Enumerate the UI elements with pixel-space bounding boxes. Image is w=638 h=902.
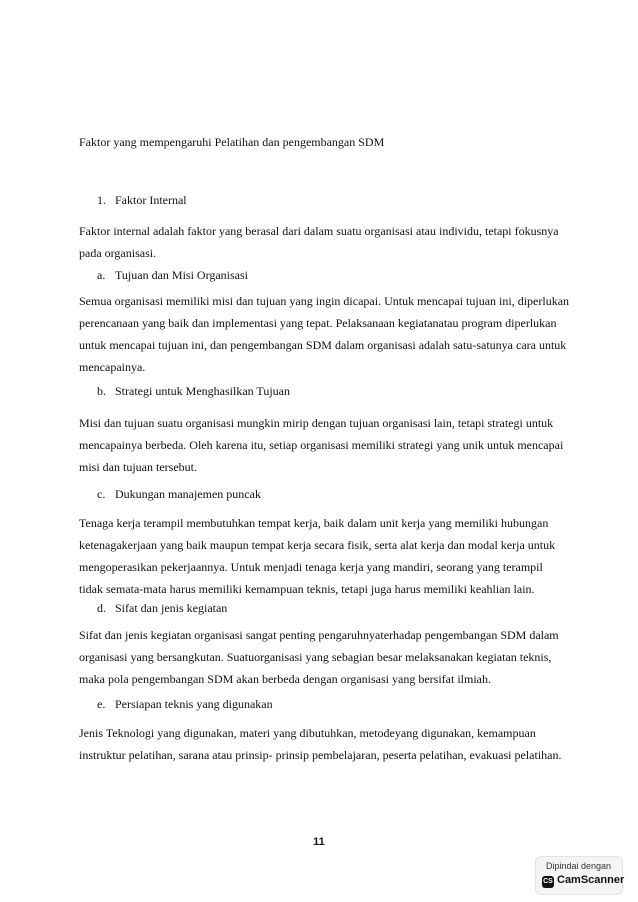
watermark-brand: CamScanner (557, 874, 625, 886)
item-body-c: Tenaga kerja terampil membutuhkan tempat kerja, baik dalam unit kerja yang memiliki hubungan ketenagakerjaan yang baik maupun tempat kerja secara fisik, serta alat kerja dan modal kerja untuk mengoperasikan pekerjaannya. Untuk menjadi tenaga kerja yang mandiri, seorang yang terampil tidak semata-mata harus memiliki kemampuan teknis, tetapi juga harus memiliki keahlian lain. (79, 516, 556, 596)
watermark-caption: Dipindai dengan (546, 861, 612, 871)
item-title: Strategi untuk Menghasilkan Tujuan (115, 384, 290, 398)
camscanner-logo-icon: CS (542, 876, 554, 888)
item-letter: b. (97, 384, 106, 398)
item-heading-c (97, 487, 261, 502)
item-body-d: Sifat dan jenis kegiatan organisasi sangat penting pengaruhnyaterhadap pengembangan SDM dalam organisasi yang bersangkutan. Suatuorganisasi yang sebagian besar melaksanakan kegiatan teknis, maka pola pengembangan SDM akan berbeda dengan organisasi yang bersifat ilmiah. (79, 628, 559, 686)
item-title: Tujuan dan Misi Organisasi (115, 268, 249, 282)
intro-paragraph: Faktor internal adalah faktor yang berasal dari dalam suatu organisasi atau individu, tetapi fokusnya pada organisasi. (79, 224, 559, 260)
item-heading-d (97, 601, 227, 616)
item-letter: d. (97, 601, 106, 615)
item-body-a: Semua organisasi memiliki misi dan tujuan yang ingin dicapai. Untuk mencapai tujuan ini, diperlukan perencanaan yang baik dan implementasi yang tepat. Pelaksanaan kegiatanatau program diperlukan untuk mencapai tujuan ini, dan pengembangan SDM dalam organisasi adalah satu-satunya cara untuk mencapainya. (79, 294, 570, 374)
item-title: Sifat dan jenis kegiatan (115, 601, 228, 615)
item-letter: a. (97, 268, 106, 282)
section-number: 1. (97, 193, 106, 207)
item-title: Persiapan teknis yang digunakan (115, 697, 273, 711)
page-number: 11 (313, 836, 325, 848)
camscanner-watermark (535, 856, 623, 895)
item-body-e: Jenis Teknologi yang digunakan, materi yang dibutuhkan, metodeyang digunakan, kemampuan instruktur pelatihan, sarana atau prinsip- prinsip pembelajaran, peserta pelatihan, evakuasi pelatihan. (79, 726, 562, 762)
item-body-b: Misi dan tujuan suatu organisasi mungkin mirip dengan tujuan organisasi lain, tetapi strategi untuk mencapainya berbeda. Oleh karena itu, setiap organisasi memiliki strategi yang unik untuk mencapai misi dan tujuan tersebut. (79, 416, 564, 474)
document-title: Faktor yang mempengaruhi Pelatihan dan pengembangan SDM (79, 135, 385, 149)
item-title: Dukungan manajemen puncak (115, 487, 261, 501)
item-letter: e. (97, 697, 106, 711)
section-title: Faktor Internal (115, 193, 187, 207)
item-heading-b (97, 384, 290, 399)
item-heading-a (97, 268, 248, 283)
item-heading-e (97, 697, 273, 712)
section-heading (97, 193, 187, 208)
item-letter: c. (97, 487, 106, 501)
